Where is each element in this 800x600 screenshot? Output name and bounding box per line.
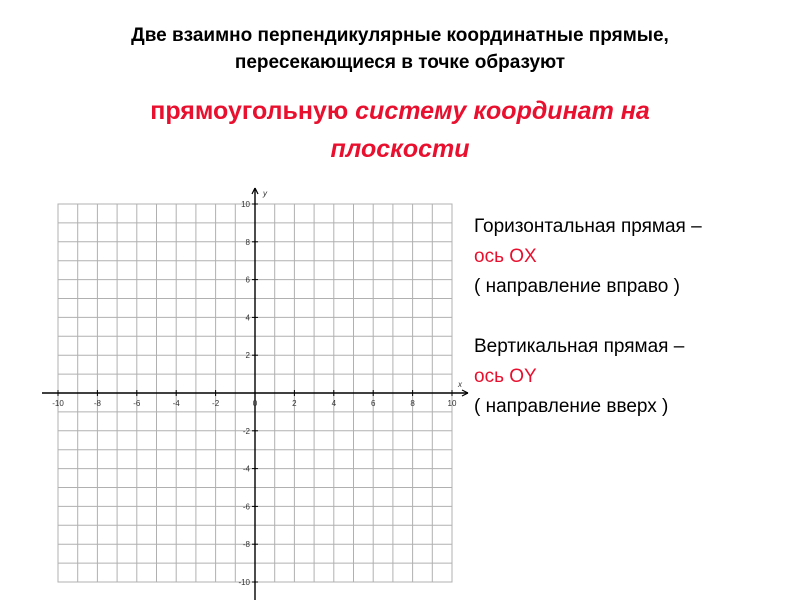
subtitle-part-2: систему координат на — [355, 97, 650, 125]
x-tick-label: 10 — [447, 399, 457, 408]
ox-direction: ( направление вправо ) — [474, 276, 680, 297]
x-tick-label: -10 — [52, 399, 64, 408]
x-tick-label: 8 — [410, 399, 415, 408]
y-axis-label: y — [263, 189, 267, 198]
subtitle-part-1: прямоугольную — [150, 97, 356, 125]
y-tick-label: -8 — [242, 540, 250, 550]
axes-description — [474, 212, 800, 422]
x-tick-label: -6 — [133, 399, 141, 408]
y-tick-label: -4 — [242, 464, 250, 474]
y-tick-label: 8 — [245, 237, 250, 247]
y-tick-label: 10 — [241, 200, 250, 209]
y-tick-label: -10 — [238, 578, 250, 587]
y-tick-label: -2 — [242, 426, 250, 436]
x-tick-label: 4 — [331, 399, 337, 408]
slide-title — [0, 22, 800, 76]
ox-line-1: Горизонтальная прямая – — [474, 216, 702, 237]
x-tick-label: -2 — [212, 399, 220, 408]
y-tick-label: -6 — [242, 502, 250, 512]
x-tick-label: -8 — [93, 399, 101, 408]
x-axis-label: x — [458, 380, 462, 389]
x-tick-label: 6 — [370, 399, 376, 408]
slide-subtitle — [0, 92, 800, 168]
title-line-1: Две взаимно перпендикулярные координатные прямые, — [131, 25, 669, 46]
ox-axis-name: ось OX — [474, 246, 537, 267]
oy-direction: ( направление вверх ) — [474, 396, 669, 417]
y-tick-label: 2 — [245, 351, 250, 361]
subtitle-line-2: плоскости — [330, 135, 470, 163]
x-tick-label: -4 — [172, 399, 180, 408]
title-line-2: пересекающиеся в точке образуют — [234, 52, 566, 73]
coordinate-plane — [38, 186, 478, 600]
y-tick-label: 4 — [245, 313, 250, 323]
oy-line-1: Вертикальная прямая – — [474, 336, 685, 357]
oy-axis-name: ось OY — [474, 366, 537, 387]
y-tick-label: 6 — [245, 275, 250, 285]
x-tick-label: 0 — [252, 399, 258, 408]
x-tick-label: 2 — [292, 399, 297, 408]
